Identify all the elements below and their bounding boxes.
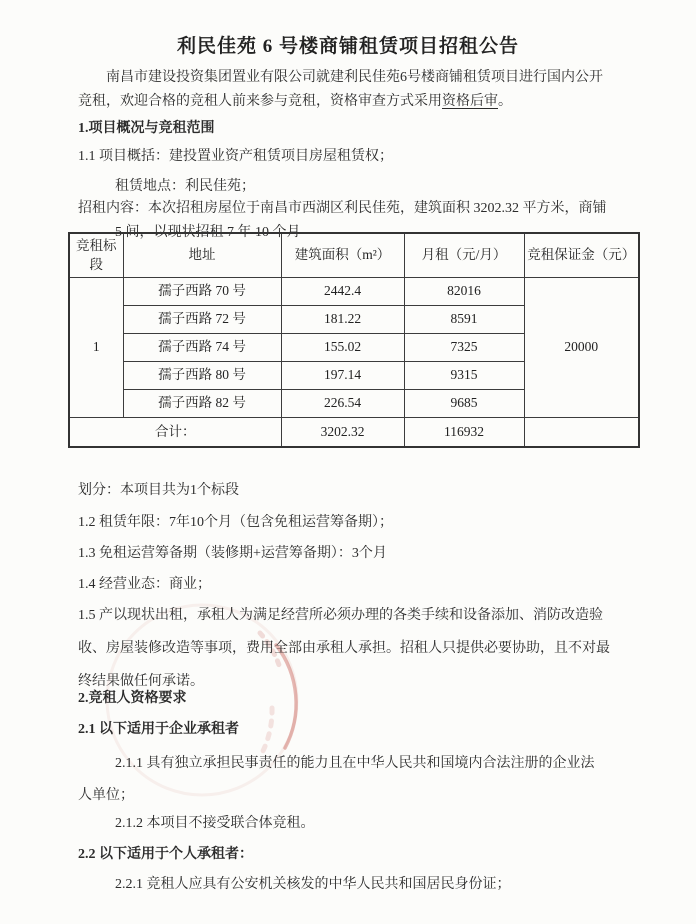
bid-section-cell: 1 [69,277,123,417]
intro-paragraph [78,66,634,114]
item-2-1-1 [78,748,634,812]
rent-lots-table [68,232,640,448]
section-1-heading: 1.项目概况与竞租范围 [78,121,215,136]
intro-line-2-text: 竞租，欢迎合格的竞租人前来参与竞租，资格审查方式采用 [78,94,442,109]
intro-line-2-period: 。 [498,94,512,109]
lease-content-line-2: 5 间，以现状招租 7 年 10 个月 [115,225,301,240]
item-1-5 [78,599,634,698]
item-2-1-2: 2.1.2 本项目不接受联合体竞租。 [115,816,315,831]
address-cell: 孺子西路 72 号 [123,305,281,333]
item-1-5-line-3: 终结果做任何承诺。 [78,674,204,689]
table-row [69,277,639,305]
document-title: 利民佳苑 6 号楼商铺租赁项目招租公告 [176,36,519,57]
intro-line-1: 南昌市建设投资集团置业有限公司就建利民佳苑6号楼商铺租赁项目进行国内公开 [106,70,603,85]
area-cell: 197.14 [281,361,404,389]
address-cell: 孺子西路 82 号 [123,389,281,417]
area-cell: 2442.4 [281,277,404,305]
item-2-1-1-line-1: 2.1.1 具有独立承担民事责任的能力且在中华人民共和国境内合法注册的企业法 [115,756,595,771]
intro-line-2 [78,90,634,114]
area-cell: 226.54 [281,389,404,417]
rent-cell: 7325 [404,333,524,361]
intro-underlined-term: 资格后审 [442,94,498,109]
total-label-cell: 合计： [69,417,281,447]
lease-location: 租赁地点：利民佳苑； [115,179,255,194]
total-rent-cell: 116932 [404,417,524,447]
total-deposit-cell [524,417,639,447]
item-2-2-1: 2.2.1 竞租人应具有公安机关核发的中华人民共和国居民身份证； [115,877,511,892]
item-2-1-1-line-2: 人单位； [78,788,134,803]
header-address: 地址 [123,233,281,277]
section-2-heading: 2.竞租人资格要求 [78,691,187,706]
total-area-cell: 3202.32 [281,417,404,447]
rent-cell: 82016 [404,277,524,305]
item-1-2: 1.2 租赁年限：7年10个月（包含免租运营筹备期）； [78,515,393,530]
rent-cell: 9315 [404,361,524,389]
address-cell: 孺子西路 70 号 [123,277,281,305]
item-1-5-line-1: 1.5 产以现状出租，承租人为满足经营所必须办理的各类手续和设备添加、消防改造验 [78,608,603,623]
deposit-cell: 20000 [524,277,639,417]
division-note: 划分：本项目共为1个标段 [78,483,239,498]
address-cell: 孺子西路 74 号 [123,333,281,361]
header-area: 建筑面积（m²） [281,233,404,277]
item-1-4: 1.4 经营业态：商业； [78,577,211,592]
item-2-1-heading: 2.1 以下适用于企业承租者 [78,722,239,737]
lease-content-line-1: 招租内容：本次招租房屋位于南昌市西湖区利民佳苑，建筑面积 3202.32 平方米，商铺 [78,201,607,216]
table-header-row [69,233,639,277]
item-1-5-line-2: 收、房屋装修改造等事项，费用全部由承租人承担。招租人只提供必要协助，且不对最 [78,641,610,656]
rent-cell: 8591 [404,305,524,333]
address-cell: 孺子西路 80 号 [123,361,281,389]
rent-cell: 9685 [404,389,524,417]
item-1-1: 1.1 项目概括：建投置业资产租赁项目房屋租赁权； [78,149,393,164]
header-rent: 月租（元/月） [404,233,524,277]
item-2-2-heading: 2.2 以下适用于个人承租者： [78,847,253,862]
header-bid-section: 竞租标段 [69,233,123,277]
area-cell: 181.22 [281,305,404,333]
item-1-3: 1.3 免租运营筹备期（装修期+运营筹备期）：3个月 [78,546,387,561]
area-cell: 155.02 [281,333,404,361]
table-total-row [69,417,639,447]
header-deposit: 竞租保证金（元） [524,233,639,277]
